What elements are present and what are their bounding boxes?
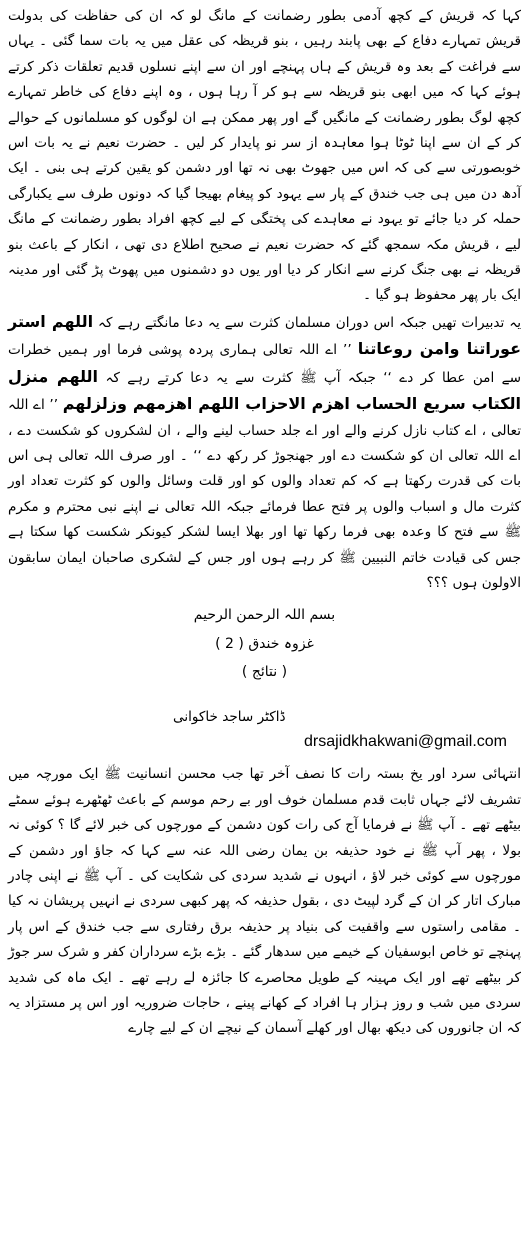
- paragraph-supplications: [8, 309, 521, 596]
- arabic-dua: اللھم منزل الکتاب سریع الحساب اھزم الاحزاب اللھم اھزمھم وزلزلھم: [8, 366, 521, 414]
- bismillah: بسم اللہ الرحمن الرحیم: [193, 607, 336, 624]
- paragraph-night-mission: انتہائی سرد اور یخ بستہ رات کا نصف آخر تھا جب محسن انسانیت ﷺ ایک مورچہ میں تشریف لائے جہاں ثابت قدم مسلمان خوف اور بے رحم موسم کے باعث ٹھٹھرے ہوئے سمٹے بیٹھے تھے ۔ آپ ﷺ نے فرمایا آج کی رات کون دشمن کے مورچوں کی خبر لائے گا ؟ کوئی نہ بولا ، پھر آپ ﷺ نے خود حذیفہ بن یمان رضی اللہ عنہ سے کہا کہ جاؤ اور دشمن کے مورچوں سے کوئی خبر لاؤ ، انہوں نے شدید سردی کی شکایت کی ۔ آپ ﷺ نے اپنی چادر مبارک اتار کر ان کے گرد لپیٹ دی ، بقول حذیفہ کہ پھر کبھی سردی نے انہیں پریشان نہ کیا ۔ مقامی راستوں سے واقفیت کی بنیاد پر حذیفہ برق رفتاری سے جب خندق کے اس پار پہنچے تو خاص ابوسفیان کے خیمے میں سدھار گئے ۔ بڑے بڑے سرداران کفر و شرک سر جوڑ کر بیٹھے تھے اور ایک مہینہ کے طویل محاصرے کا جائزہ لے رہے تھے ۔ ایک ماہ کی شدید سردی میں شب و روز ہزار ہا افراد کے کھانے پینے ، حاجات ضروریہ اور اس پر مستزاد یہ کہ ان جانوروں کی دیکھ بھال اور کھلے آسمان کے نیچے ان کے لیے چارے: [8, 766, 521, 1037]
- paragraph-text: ’’ اے اللہ تعالی ہماری پردہ پوشی فرما اور ہمیں خطرات سے امن عطا کر دے ‘‘ جبکہ آپ ﷺ کثرت سے یہ دعا کرتے رہے کہ: [8, 342, 521, 386]
- author-name: ڈاکٹر ساجد خاکوانی: [173, 709, 286, 726]
- article-subtitle: ( نتائج ): [241, 664, 288, 681]
- article-part-2: [8, 762, 521, 1041]
- paragraph-text: یہ تدبیرات تھیں جبکہ اس دوران مسلمان کثرت سے یہ دعا مانگتے رہے کہ: [98, 314, 522, 331]
- paragraph-text: ’’ اے اللہ تعالی ، اے کتاب نازل کرنے والے اور اے جلد حساب لینے والے ، ان لشکروں کو شکست دے ، اے اللہ تعالی ان کو شکست دے اور جھنجوڑ کر رکھ دے ‘‘ ۔ اور صرف اللہ تعالی ہی اس بات کی قدرت رکھتا ہے کہ کم تعداد والوں کو اور قلت وسائل والوں کو کثرت تعداد اور کثرت مال و اسباب والوں پر فتح عطا فرمائے جبکہ اللہ تعالی نے اپنے نبی محترم و مکرم ﷺ سے فتح کا وعدہ بھی فرما رکھا تھا اور بھلا ایسا لشکر کیونکر شکست کھا سکتا ہے جس کی قیادت خاتم النبیین ﷺ کر رہے ہوں اور جس کے لشکری صاحبان ایمان سابقون الاولون ہوں ؟؟؟: [8, 397, 521, 591]
- article-title: غزوہ خندق ( 2 ): [215, 636, 314, 653]
- author-email: drsajidkhakwani@gmail.com: [304, 733, 507, 751]
- article-part-1: [8, 4, 521, 596]
- arabic-dua: اللھم استر عوراتنا وامن روعاتنا: [8, 311, 522, 359]
- paragraph-stratagem: کہا کہ قریش کے کچھ آدمی بطور رضمانت کے مانگ لو کہ ان کی حفاظت کی بدولت قریش تمہارے دفاع کے بھی پابند رہیں ، بنو قریظہ کی عقل میں یہ بات سما گئی ۔ یہاں سے فراغت کے بعد وہ قریش کے ہاں پہنچے اور ان سے اپنے نسلوں قدیم تعلقات ذکر کرتے ہوئے کہا کہ میں ابھی بنو قریظہ سے ہو کر آ رہا ہوں ، وہ اپنے دفاع کی خاطر تمہارے کچھ لوگ بطور رضمانت کے مانگیں گے اور پھر ممکن ہے ان لوگوں کو مسلمانوں کے حوالے کر کے ان سے اپنا ٹوٹا ہوا معاہدہ از سر نو پایدار کر لیں ۔ حضرت نعیم نے یہ بات اس خوبصورتی سے کی کہ اس میں جھوٹ بھی نہ تھا اور دشمن کو یقین کرتے ہی بنی ۔ ایک آدھ دن میں ہی جب خندق کے پار سے یہود کو پیغام بھیجا گیا کہ دونوں طرف سے یکبارگی حملہ کر دیا جائے تو یہود نے معاہدے کی پختگی کے لیے کچھ افراد بطور رضمانت کے مانگ لیے ، قریش مکہ سمجھ گئے کہ حضرت نعیم نے صحیح اطلاع دی تھی ، انکار کے باعث بنو قریظہ نے بھی جنگ کرنے سے انکار کر دیا اور یوں دو دشمنوں میں پھوٹ پڑ گئی اور مدینہ ایک بار پھر محفوظ ہو گیا ۔: [8, 8, 521, 304]
